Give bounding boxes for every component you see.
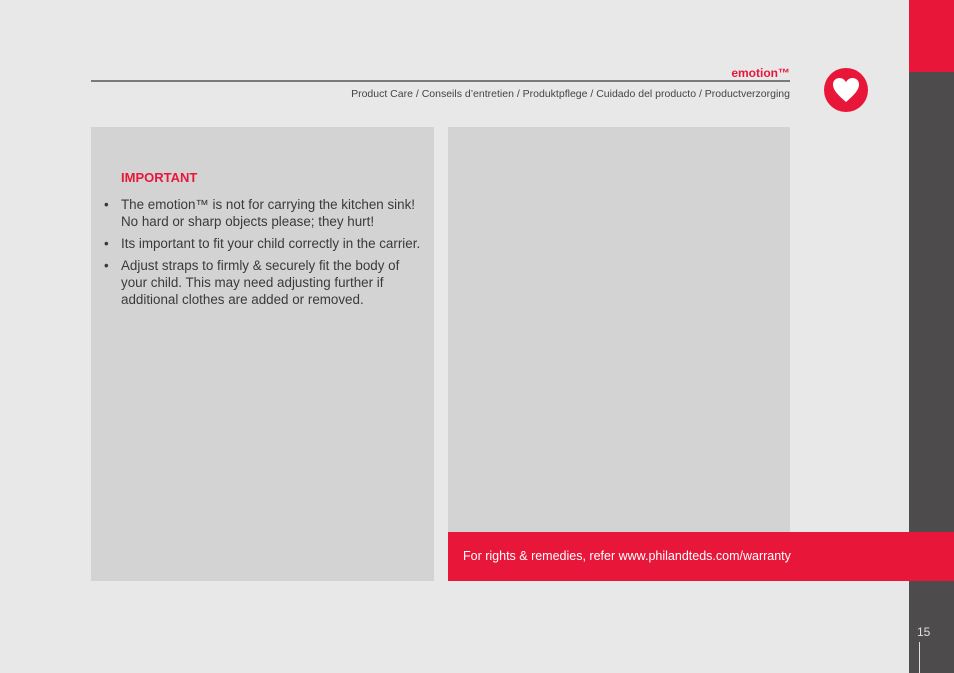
list-item-text: Its important to fit your child correctly in the carrier. [121, 236, 421, 251]
bullet-icon: • [104, 258, 109, 273]
important-panel [91, 127, 434, 581]
warranty-banner [448, 532, 954, 581]
list-item [104, 196, 421, 230]
bullet-icon: • [104, 236, 109, 251]
heart-badge [824, 68, 868, 112]
heart-icon [832, 77, 860, 103]
important-heading: IMPORTANT [121, 170, 198, 185]
header-divider [91, 80, 790, 82]
warranty-text: For rights & remedies, refer www.philandteds.com/warranty [463, 549, 791, 563]
list-item-text: The emotion™ is not for carrying the kitchen sink! No hard or sharp objects please; they hurt! [121, 197, 415, 229]
side-bar-accent [909, 0, 954, 72]
page-number-tick [919, 642, 920, 673]
section-subtitle: Product Care / Conseils d’entretien / Produktpflege / Cuidado del producto / Productverzorging [351, 88, 790, 100]
list-item-text: Adjust straps to firmly & securely fit the body of your child. This may need adjusting further if additional clothes are added or removed. [121, 258, 400, 307]
page-number: 15 [917, 625, 931, 639]
list-item [104, 257, 421, 308]
list-item [104, 235, 421, 252]
brand-name: emotion™ [731, 66, 790, 80]
image-panel [448, 127, 790, 532]
bullet-icon: • [104, 197, 109, 212]
important-list [104, 196, 421, 313]
